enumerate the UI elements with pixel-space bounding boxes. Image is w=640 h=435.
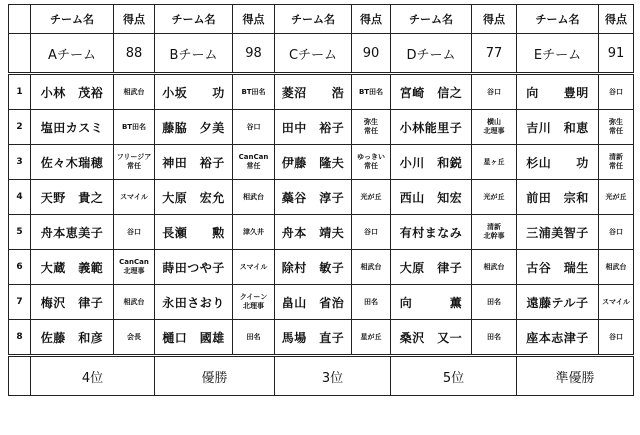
- player-affiliation: 谷口: [352, 215, 391, 250]
- player-row: [9, 250, 634, 285]
- player-affiliation: 谷口: [599, 320, 634, 356]
- player-name: 向 薫: [391, 285, 472, 320]
- player-row: [9, 215, 634, 250]
- team-name-e: Eチーム: [517, 34, 599, 74]
- score-header: 得点: [472, 5, 517, 34]
- player-affiliation: 谷口: [599, 74, 634, 110]
- player-affiliation: 谷口: [472, 74, 517, 110]
- team-score-c: 90: [352, 34, 391, 74]
- player-affiliation: 相武台: [352, 250, 391, 285]
- team-name-header: チーム名: [391, 5, 472, 34]
- row-number-header: [9, 5, 31, 34]
- player-affiliation: スマイル: [599, 285, 634, 320]
- player-row: [9, 320, 634, 356]
- team-name-a: Aチーム: [31, 34, 114, 74]
- team-results-table: [8, 4, 634, 396]
- player-name: 菱沼 浩: [275, 74, 352, 110]
- team-rank-c: 3位: [275, 356, 391, 396]
- player-name: 伊藤 隆夫: [275, 145, 352, 180]
- player-name: 佐藤 和彦: [31, 320, 114, 356]
- score-header: 得点: [352, 5, 391, 34]
- row-number: 8: [9, 320, 31, 356]
- player-name: 大原 律子: [391, 250, 472, 285]
- player-name: 舟本恵美子: [31, 215, 114, 250]
- player-name: 三浦美智子: [517, 215, 599, 250]
- score-header: 得点: [114, 5, 155, 34]
- player-affiliation: フリージア 常任: [114, 145, 155, 180]
- team-name-header: チーム名: [155, 5, 233, 34]
- player-affiliation: CanCan 北理事: [114, 250, 155, 285]
- team-rank-e: 準優勝: [517, 356, 634, 396]
- player-affiliation: BT田名: [114, 110, 155, 145]
- player-affiliation: 津久井: [233, 215, 275, 250]
- player-name: 杉山 功: [517, 145, 599, 180]
- player-name: 小川 和鋭: [391, 145, 472, 180]
- player-affiliation: 田名: [472, 320, 517, 356]
- player-affiliation: 星ヶ丘: [472, 145, 517, 180]
- team-name-d: Dチーム: [391, 34, 472, 74]
- player-name: 長瀬 勲: [155, 215, 233, 250]
- player-affiliation: 相武台: [599, 250, 634, 285]
- player-affiliation: 田名: [233, 320, 275, 356]
- team-row: [9, 34, 634, 74]
- player-name: 佐々木瑞穂: [31, 145, 114, 180]
- team-name-header: チーム名: [31, 5, 114, 34]
- player-affiliation: CanCan 常任: [233, 145, 275, 180]
- player-name: 吉川 和恵: [517, 110, 599, 145]
- player-affiliation: 横山 北理事: [472, 110, 517, 145]
- player-name: 蒔田つや子: [155, 250, 233, 285]
- player-affiliation: 星が丘: [352, 320, 391, 356]
- player-affiliation: 光が丘: [472, 180, 517, 215]
- row-number: 1: [9, 74, 31, 110]
- player-affiliation: BT田名: [352, 74, 391, 110]
- player-affiliation: クイーン 北理事: [233, 285, 275, 320]
- header-row: [9, 5, 634, 34]
- player-name: 永田さおり: [155, 285, 233, 320]
- player-affiliation: 光が丘: [352, 180, 391, 215]
- player-name: 大蔵 義範: [31, 250, 114, 285]
- player-affiliation: 相武台: [114, 285, 155, 320]
- row-number-empty: [9, 34, 31, 74]
- player-affiliation: 会長: [114, 320, 155, 356]
- player-affiliation: BT田名: [233, 74, 275, 110]
- player-row: [9, 145, 634, 180]
- player-name: 遠藤テル子: [517, 285, 599, 320]
- player-name: 有村まなみ: [391, 215, 472, 250]
- player-name: 馬場 直子: [275, 320, 352, 356]
- row-number: 4: [9, 180, 31, 215]
- player-affiliation: 清新 常任: [599, 145, 634, 180]
- player-affiliation: 谷口: [599, 215, 634, 250]
- player-name: 蘂谷 淳子: [275, 180, 352, 215]
- player-affiliation: 田名: [352, 285, 391, 320]
- player-affiliation: 清新 北幹事: [472, 215, 517, 250]
- player-name: 小林能里子: [391, 110, 472, 145]
- player-name: 天野 貴之: [31, 180, 114, 215]
- row-number: 7: [9, 285, 31, 320]
- team-score-a: 88: [114, 34, 155, 74]
- player-name: 塩田カスミ: [31, 110, 114, 145]
- rank-row: [9, 356, 634, 396]
- team-score-e: 91: [599, 34, 634, 74]
- row-number: 2: [9, 110, 31, 145]
- player-name: 小坂 功: [155, 74, 233, 110]
- team-score-b: 98: [233, 34, 275, 74]
- player-name: 宮崎 信之: [391, 74, 472, 110]
- team-name-c: Cチーム: [275, 34, 352, 74]
- player-name: 西山 知宏: [391, 180, 472, 215]
- player-name: 畠山 省治: [275, 285, 352, 320]
- player-name: 舟本 靖夫: [275, 215, 352, 250]
- player-name: 藤脇 夕美: [155, 110, 233, 145]
- player-affiliation: 谷口: [233, 110, 275, 145]
- player-affiliation: 相武台: [472, 250, 517, 285]
- team-score-d: 77: [472, 34, 517, 74]
- team-name-header: チーム名: [517, 5, 599, 34]
- row-number: 3: [9, 145, 31, 180]
- player-affiliation: 弥生 常任: [352, 110, 391, 145]
- player-name: 座本志津子: [517, 320, 599, 356]
- player-name: 梅沢 律子: [31, 285, 114, 320]
- player-name: 前田 宗和: [517, 180, 599, 215]
- team-name-header: チーム名: [275, 5, 352, 34]
- player-name: 大原 宏允: [155, 180, 233, 215]
- score-header: 得点: [599, 5, 634, 34]
- player-affiliation: 相武台: [114, 74, 155, 110]
- player-affiliation: 弥生 常任: [599, 110, 634, 145]
- player-row: [9, 285, 634, 320]
- player-name: 樋口 國雄: [155, 320, 233, 356]
- player-name: 向 豊明: [517, 74, 599, 110]
- player-affiliation: スマイル: [233, 250, 275, 285]
- player-affiliation: ゆっきい 常任: [352, 145, 391, 180]
- results-sheet: [8, 4, 634, 396]
- player-affiliation: 光が丘: [599, 180, 634, 215]
- table-body: [9, 5, 634, 396]
- player-affiliation: スマイル: [114, 180, 155, 215]
- player-name: 桑沢 又一: [391, 320, 472, 356]
- player-name: 除村 敏子: [275, 250, 352, 285]
- player-name: 神田 裕子: [155, 145, 233, 180]
- player-name: 古谷 瑞生: [517, 250, 599, 285]
- player-row: [9, 180, 634, 215]
- player-affiliation: 田名: [472, 285, 517, 320]
- team-rank-b: 優勝: [155, 356, 275, 396]
- team-rank-d: 5位: [391, 356, 517, 396]
- row-number: 5: [9, 215, 31, 250]
- player-name: 田中 裕子: [275, 110, 352, 145]
- row-number-empty: [9, 356, 31, 396]
- player-name: 小林 茂裕: [31, 74, 114, 110]
- team-name-b: Bチーム: [155, 34, 233, 74]
- score-header: 得点: [233, 5, 275, 34]
- player-row: [9, 110, 634, 145]
- player-row: [9, 74, 634, 110]
- player-affiliation: 相武台: [233, 180, 275, 215]
- row-number: 6: [9, 250, 31, 285]
- player-affiliation: 谷口: [114, 215, 155, 250]
- team-rank-a: 4位: [31, 356, 155, 396]
